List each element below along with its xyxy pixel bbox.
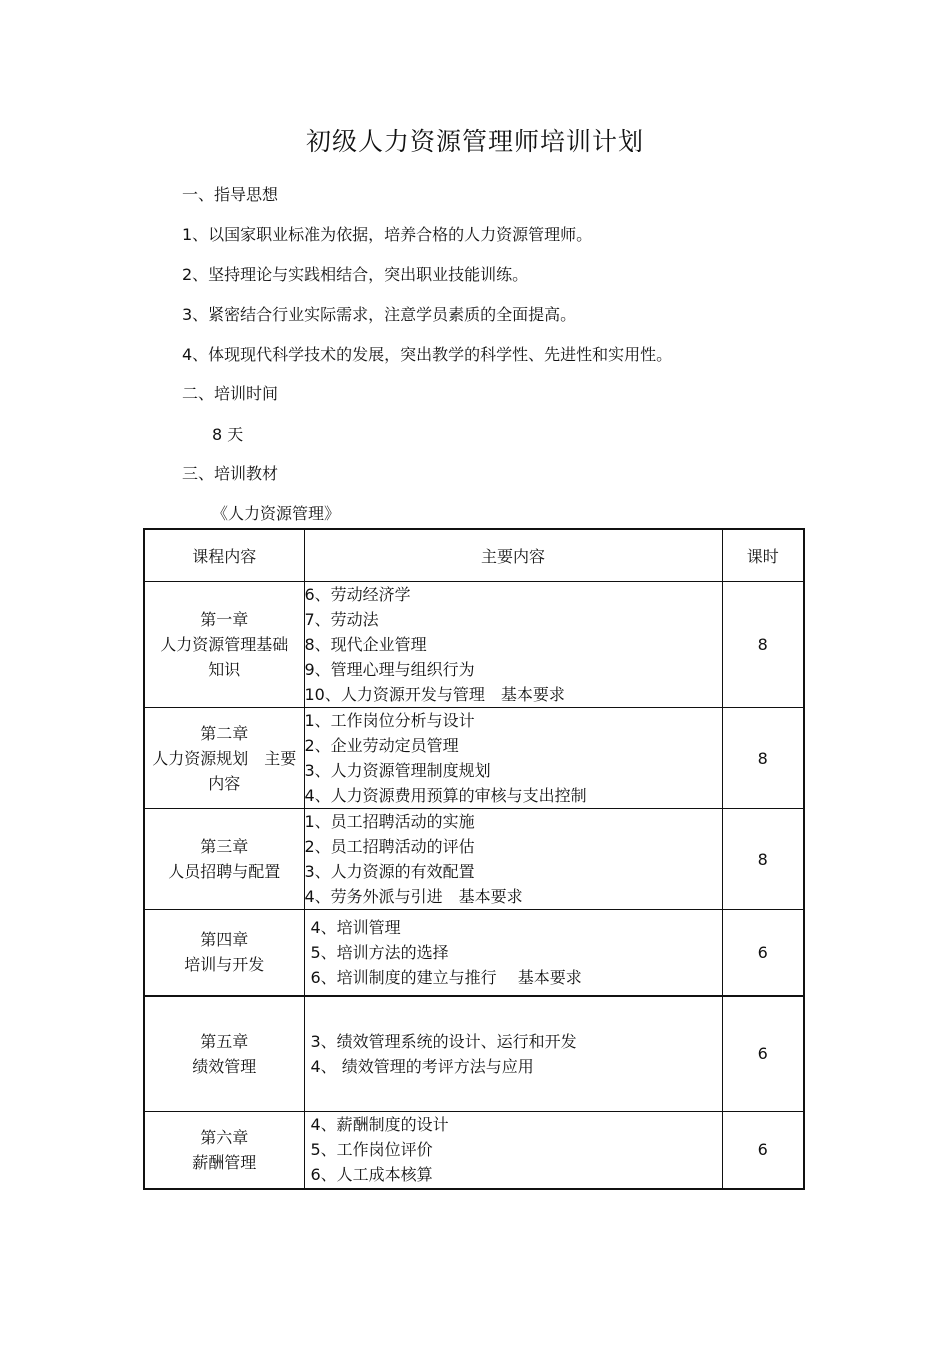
chapter-cell	[144, 910, 304, 996]
hours-cell: 8	[722, 708, 804, 809]
content-cell	[304, 582, 722, 708]
content-item: 8、现代企业管理	[304, 635, 427, 654]
hours-cell: 8	[722, 809, 804, 910]
table-row	[144, 582, 804, 708]
training-duration: 8 天	[212, 425, 244, 444]
header-main-content: 主要内容	[304, 529, 722, 582]
content-item: 9、管理心理与组织行为	[304, 660, 475, 679]
table-row	[144, 708, 804, 809]
table-row	[144, 910, 804, 996]
section-heading-textbook: 三、培训教材	[182, 464, 279, 483]
table-row	[144, 809, 804, 910]
content-item: 6、培训制度的建立与推行 基本要求	[310, 967, 582, 987]
curriculum-table	[143, 528, 805, 1190]
table-row	[144, 996, 804, 1112]
table-row	[144, 1112, 804, 1189]
chapter-number: 第六章	[200, 1127, 249, 1147]
section-heading-guiding-ideas: 一、指导思想	[182, 185, 279, 204]
chapter-cell	[144, 996, 304, 1112]
chapter-number: 第二章	[200, 723, 249, 743]
header-course-content: 课程内容	[144, 529, 304, 582]
chapter-number: 第五章	[200, 1031, 249, 1051]
content-item: 2、企业劳动定员管理	[304, 736, 459, 755]
content-item: 6、劳动经济学	[304, 585, 411, 604]
hours-cell: 6	[722, 1112, 804, 1189]
content-item: 4、 绩效管理的考评方法与应用	[310, 1056, 534, 1076]
document-title: 初级人力资源管理师培训计划	[305, 127, 644, 156]
content-item: 7、劳动法	[304, 610, 379, 629]
chapter-cell	[144, 809, 304, 910]
content-cell	[304, 809, 722, 910]
content-item: 1、员工招聘活动的实施	[304, 812, 475, 831]
chapter-cell	[144, 708, 304, 809]
chapter-title-cont: 内容	[208, 773, 241, 793]
content-item: 3、人力资源的有效配置	[304, 862, 475, 881]
hours-cell: 6	[722, 910, 804, 996]
content-item: 4、劳务外派与引进 基本要求	[304, 887, 523, 906]
content-item: 6、人工成本核算	[310, 1165, 433, 1185]
chapter-number: 第四章	[200, 930, 249, 950]
table-header-row	[144, 529, 804, 582]
chapter-title: 薪酬管理	[192, 1152, 257, 1172]
hours-cell: 8	[722, 582, 804, 708]
hours-cell: 6	[722, 996, 804, 1112]
content-item: 2、员工招聘活动的评估	[304, 837, 475, 856]
content-item: 10、人力资源开发与管理 基本要求	[304, 685, 565, 704]
guiding-item-3: 3、紧密结合行业实际需求，注意学员素质的全面提高。	[182, 305, 577, 324]
textbook-name: 《人力资源管理》	[212, 504, 341, 523]
content-item: 4、薪酬制度的设计	[310, 1115, 449, 1135]
header-hours: 课时	[722, 529, 804, 582]
content-item: 4、人力资源费用预算的审核与支出控制	[304, 786, 587, 805]
chapter-number: 第一章	[200, 610, 249, 629]
chapter-title: 培训与开发	[184, 955, 265, 975]
chapter-title: 绩效管理	[192, 1056, 257, 1076]
guiding-item-2: 2、坚持理论与实践相结合，突出职业技能训练。	[182, 265, 529, 284]
chapter-title: 人力资源管理基础	[160, 635, 289, 654]
content-cell	[304, 996, 722, 1112]
section-heading-training-time: 二、培训时间	[182, 384, 279, 403]
chapter-title-cont: 知识	[208, 660, 241, 679]
chapter-cell	[144, 582, 304, 708]
chapter-cell	[144, 1112, 304, 1189]
content-item: 4、培训管理	[310, 917, 401, 937]
chapter-title: 人力资源规划 主要	[152, 748, 297, 768]
content-item: 5、工作岗位评价	[310, 1140, 433, 1160]
content-item: 3、绩效管理系统的设计、运行和开发	[310, 1031, 577, 1051]
chapter-number: 第三章	[200, 837, 249, 856]
guiding-item-4: 4、体现现代科学技术的发展，突出教学的科学性、先进性和实用性。	[182, 345, 673, 364]
content-item: 3、人力资源管理制度规划	[304, 761, 491, 780]
chapter-title: 人员招聘与配置	[168, 862, 281, 881]
content-cell	[304, 1112, 722, 1189]
content-cell	[304, 910, 722, 996]
guiding-item-1: 1、以国家职业标准为依据，培养合格的人力资源管理师。	[182, 225, 593, 244]
content-cell	[304, 708, 722, 809]
content-item: 5、培训方法的选择	[310, 942, 449, 962]
content-item: 1、工作岗位分析与设计	[304, 711, 475, 730]
